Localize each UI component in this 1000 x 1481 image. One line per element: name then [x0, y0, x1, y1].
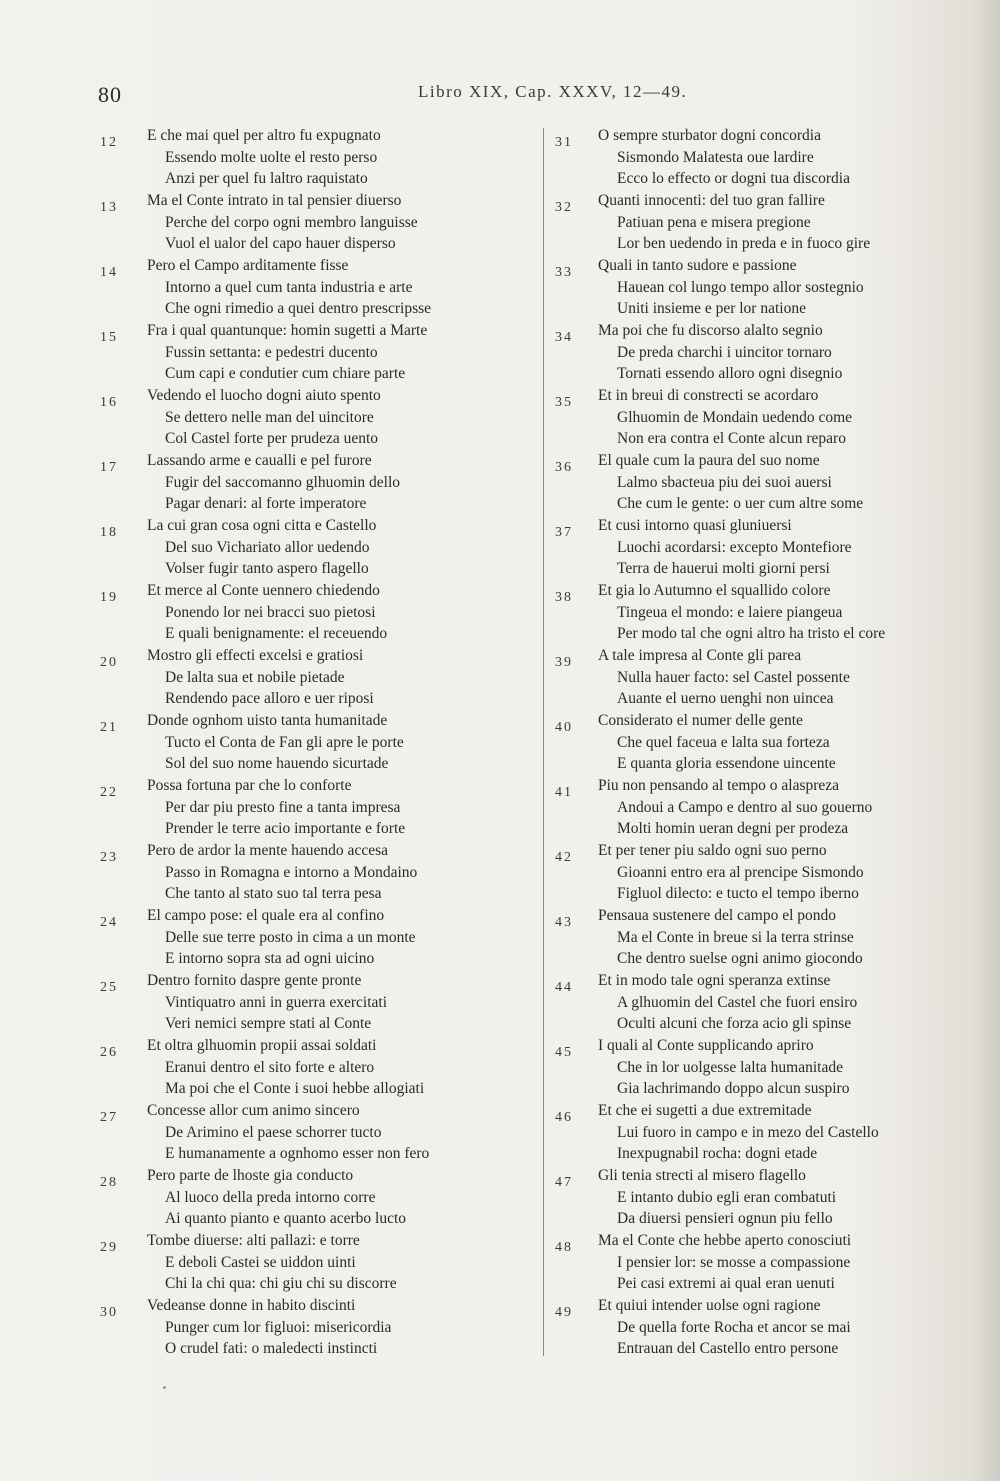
verse-line: Lui fuoro in campo e in mezo del Castello [617, 1123, 879, 1141]
stanza-number: 37 [555, 525, 573, 540]
stanza-number: 45 [555, 1045, 573, 1060]
stanza-number: 29 [100, 1240, 118, 1255]
stanza-number: 14 [100, 265, 118, 280]
verse-line: E intorno sopra sta ad ogni uicino [165, 950, 375, 968]
stanza [555, 320, 975, 385]
verse-line: Concesse allor cum animo sincero [147, 1102, 360, 1119]
verse-line: Fra i qual quantunque: homin sugetti a Marte [147, 322, 428, 339]
verse-line: Delle sue terre posto in cima a un monte [165, 928, 416, 946]
verse-line: Terra de hauerui molti giorni persi [617, 560, 830, 578]
stanza-number: 40 [555, 720, 573, 735]
verse-line: Et oltra glhuomin propii assai soldati [147, 1037, 377, 1054]
stanza-number: 16 [100, 395, 118, 410]
verse-line: De quella forte Rocha et ancor se mai [617, 1318, 851, 1336]
verse-line: Ponendo lor nei bracci suo pietosi [165, 603, 376, 621]
verse-line: Fussin settanta: e pedestri ducento [165, 343, 378, 361]
stanza [555, 775, 975, 840]
stanza-number: 44 [555, 980, 573, 995]
stanza-number: 18 [100, 525, 118, 540]
stanza-number: 19 [100, 590, 118, 605]
stanza-number: 33 [555, 265, 573, 280]
stanza-number: 49 [555, 1305, 573, 1320]
verse-line: Entrauan del Castello entro persone [617, 1340, 839, 1358]
stanza [555, 255, 975, 320]
stanza [100, 905, 540, 970]
verse-line: O sempre sturbator dogni concordia [598, 127, 821, 144]
verse-line: Del suo Vichariato allor uedendo [165, 538, 370, 556]
verse-line: Col Castel forte per prudeza uento [165, 430, 379, 448]
verse-line: Pero de ardor la mente hauendo accesa [147, 842, 388, 859]
verse-line: Sismondo Malatesta oue lardire [617, 148, 814, 166]
verse-line: Che ogni rimedio a quei dentro prescripsse [165, 300, 432, 318]
verse-line: Che quel faceua e lalta sua forteza [617, 733, 830, 751]
verse-line: A glhuomin del Castel che fuori ensiro [617, 993, 858, 1011]
left-column [100, 125, 540, 1360]
stanza [100, 1035, 540, 1100]
verse-line: Quanti innocenti: del tuo gran fallire [598, 192, 825, 209]
verse-line: Intorno a quel cum tanta industria e arte [165, 278, 413, 296]
stanza [555, 840, 975, 905]
stanza [555, 515, 975, 580]
verse-line: Passo in Romagna e intorno a Mondaino [165, 863, 418, 881]
verse-line: Vintiquatro anni in guerra exercitati [165, 993, 388, 1011]
verse-line: Pensaua sustenere del campo el pondo [598, 907, 837, 924]
verse-line: Ecco lo effecto or dogni tua discordia [617, 170, 850, 188]
stanza [100, 645, 540, 710]
stanza [100, 775, 540, 840]
stanza-number: 38 [555, 590, 573, 605]
stanza [555, 580, 975, 645]
verse-line: De Arimino el paese schorrer tucto [165, 1123, 382, 1141]
verse-line: Et che ei sugetti a due extremitade [598, 1102, 812, 1119]
verse-line: Lassando arme e caualli e pel furore [147, 452, 372, 469]
stanza-number: 30 [100, 1305, 118, 1320]
paper-speck [163, 1386, 166, 1389]
stanza [100, 1165, 540, 1230]
stanza [555, 125, 975, 190]
verse-line: La cui gran cosa ogni citta e Castello [147, 517, 377, 534]
stanza-number: 47 [555, 1175, 573, 1190]
verse-line: Gia lachrimando doppo alcun suspiro [617, 1080, 850, 1098]
stanza [100, 1295, 540, 1360]
verse-line: Che in lor uolgesse lalta humanitade [617, 1058, 843, 1076]
stanza [100, 385, 540, 450]
verse-line: Andoui a Campo e dentro al suo gouerno [617, 798, 873, 816]
stanza [555, 645, 975, 710]
verse-line: E humanamente a ognhomo esser non fero [165, 1145, 430, 1163]
verse-line: Per dar piu presto fine a tanta impresa [165, 798, 401, 816]
stanza-number: 12 [100, 135, 118, 150]
stanza [555, 905, 975, 970]
verse-line: Molti homin ueran degni per prodeza [617, 820, 849, 838]
verse-line: Piu non pensando al tempo o alaspreza [598, 777, 840, 794]
stanza-number: 23 [100, 850, 118, 865]
stanza [555, 1295, 975, 1360]
stanza [100, 255, 540, 320]
stanza-number: 25 [100, 980, 118, 995]
stanza-number: 31 [555, 135, 573, 150]
verse-line: Figluol dilecto: e tucto el tempo iberno [617, 885, 859, 903]
verse-line: Auante el uerno uenghi non uincea [617, 690, 834, 708]
stanza-number: 39 [555, 655, 573, 670]
verse-line: Ma el Conte intrato in tal pensier diuerso [147, 192, 402, 209]
verse-line: Da diuersi pensieri ognun piu fello [617, 1210, 833, 1228]
stanza [100, 1230, 540, 1295]
verse-line: Patiuan pena e misera pregione [617, 213, 811, 231]
verse-line: Al luoco della preda intorno corre [165, 1188, 376, 1206]
verse-line: Essendo molte uolte el resto perso [165, 148, 378, 166]
verse-line: Gli tenia strecti al misero flagello [598, 1167, 806, 1184]
verse-line: Pagar denari: al forte imperatore [165, 495, 367, 513]
verse-line: El quale cum la paura del suo nome [598, 452, 820, 469]
verse-line: Pero el Campo arditamente fisse [147, 257, 349, 274]
verse-line: Oculti alcuni che forza acio gli spinse [617, 1015, 852, 1033]
verse-line: Tingeua el mondo: e laiere piangeua [617, 603, 843, 621]
verse-line: Luochi acordarsi: excepto Montefiore [617, 538, 852, 556]
stanza-number: 15 [100, 330, 118, 345]
verse-line: Donde ognhom uisto tanta humanitade [147, 712, 388, 729]
column-divider [543, 128, 544, 1356]
verse-line: Ma poi che fu discorso alalto segnio [598, 322, 823, 339]
verse-line: A tale impresa al Conte gli parea [598, 647, 802, 664]
verse-line: Vedendo el luocho dogni aiuto spento [147, 387, 381, 404]
verse-line: Lor ben uedendo in preda e in fuoco gire [617, 235, 871, 253]
stanza [100, 320, 540, 385]
stanza [555, 1035, 975, 1100]
verse-line: Che cum le gente: o uer cum altre some [617, 495, 864, 513]
verse-line: I quali al Conte supplicando apriro [598, 1037, 814, 1054]
verse-line: Ma el Conte che hebbe aperto conosciuti [598, 1232, 852, 1249]
verse-line: Inexpugnabil rocha: dogni etade [617, 1145, 818, 1163]
stanza-number: 34 [555, 330, 573, 345]
stanza-number: 27 [100, 1110, 118, 1125]
verse-line: Tucto el Conta de Fan gli apre le porte [165, 733, 404, 751]
stanza [555, 385, 975, 450]
verse-line: Gioanni entro era al prencipe Sismondo [617, 863, 864, 881]
stanza-number: 46 [555, 1110, 573, 1125]
stanza-number: 24 [100, 915, 118, 930]
stanza [100, 1100, 540, 1165]
verse-line: Per modo tal che ogni altro ha tristo el core [617, 625, 886, 643]
verse-line: O crudel fati: o maledecti instincti [165, 1340, 378, 1358]
verse-line: I pensier lor: se mosse a compassione [617, 1253, 851, 1271]
verse-line: De lalta sua et nobile pietade [165, 668, 345, 686]
verse-line: Considerato el numer delle gente [598, 712, 803, 729]
stanza-number: 41 [555, 785, 573, 800]
verse-line: Hauean col lungo tempo allor sostegnio [617, 278, 864, 296]
stanza [100, 125, 540, 190]
verse-line: Veri nemici sempre stati al Conte [165, 1015, 372, 1033]
verse-line: De preda charchi i uincitor tornaro [617, 343, 832, 361]
stanza-number: 28 [100, 1175, 118, 1190]
verse-line: El campo pose: el quale era al confino [147, 907, 385, 924]
verse-line: Et in modo tale ogni speranza extinse [598, 972, 831, 989]
stanza [100, 450, 540, 515]
verse-line: Eranui dentro el sito forte e altero [165, 1058, 375, 1076]
verse-line: Perche del corpo ogni membro languisse [165, 213, 418, 231]
verse-line: Dentro fornito daspre gente pronte [147, 972, 362, 989]
stanza [100, 840, 540, 905]
verse-line: Cum capi e condutier cum chiare parte [165, 365, 406, 383]
verse-line: E quanta gloria essendone uincente [617, 755, 836, 773]
verse-line: Tornati essendo alloro ogni disegnio [617, 365, 843, 383]
verse-line: Ai quanto pianto e quanto acerbo lucto [165, 1210, 407, 1228]
verse-line: E intanto dubio egli eran combatuti [617, 1188, 837, 1206]
verse-line: Glhuomin de Mondain uedendo come [617, 408, 853, 426]
verse-line: Lalmo sbacteua piu dei suoi auersi [617, 473, 832, 491]
verse-line: Tombe diuerse: alti pallazi: e torre [147, 1232, 360, 1249]
stanza [100, 970, 540, 1035]
stanza [100, 190, 540, 255]
verse-line: Nulla hauer facto: sel Castel possente [617, 668, 850, 686]
verse-line: Et per tener piu saldo ogni suo perno [598, 842, 827, 859]
verse-line: E deboli Castei se uiddon uinti [165, 1253, 356, 1271]
stanza [100, 515, 540, 580]
verse-line: Sol del suo nome hauendo sicurtade [165, 755, 389, 773]
stanza [555, 190, 975, 255]
stanza-number: 21 [100, 720, 118, 735]
stanza [555, 450, 975, 515]
stanza-number: 36 [555, 460, 573, 475]
verse-line: Vuol el ualor del capo hauer disperso [165, 235, 396, 253]
verse-line: Quali in tanto sudore e passione [598, 257, 797, 274]
stanza-number: 17 [100, 460, 118, 475]
stanza [555, 970, 975, 1035]
stanza-number: 43 [555, 915, 573, 930]
stanza [555, 1230, 975, 1295]
stanza-number: 22 [100, 785, 118, 800]
verse-line: Et in breui di constrecti se acordaro [598, 387, 819, 404]
verse-line: Punger cum lor figluoi: misericordia [165, 1318, 392, 1336]
verse-line: Mostro gli effecti excelsi e gratiosi [147, 647, 364, 664]
verse-line: Che dentro suelse ogni animo giocondo [617, 950, 863, 968]
verse-line: Ma poi che el Conte i suoi hebbe allogiati [165, 1080, 425, 1098]
stanza [555, 1100, 975, 1165]
verse-line: Prender le terre acio importante e forte [165, 820, 406, 838]
verse-line: Pero parte de lhoste gia conducto [147, 1167, 354, 1184]
verse-line: Vedeanse donne in habito discinti [147, 1297, 356, 1314]
stanza [555, 1165, 975, 1230]
stanza [555, 710, 975, 775]
stanza-number: 35 [555, 395, 573, 410]
verse-line: Et cusi intorno quasi gluniuersi [598, 517, 792, 534]
verse-line: Possa fortuna par che lo conforte [147, 777, 352, 794]
verse-line: Et quiui intender uolse ogni ragione [598, 1297, 821, 1314]
running-title: Libro XIX, Cap. XXXV, 12—49. [418, 82, 688, 101]
verse-line: Non era contra el Conte alcun reparo [617, 430, 846, 448]
verse-line: Rendendo pace alloro e uer riposi [165, 690, 374, 708]
right-column [555, 125, 975, 1360]
stanza-number: 26 [100, 1045, 118, 1060]
verse-line: Se dettero nelle man del uincitore [165, 408, 374, 426]
stanza-number: 48 [555, 1240, 573, 1255]
stanza-number: 13 [100, 200, 118, 215]
stanza [100, 580, 540, 645]
verse-line: Anzi per quel fu laltro raquistato [165, 170, 368, 188]
page-header [0, 80, 1000, 110]
verse-line: Et merce al Conte uennero chiedendo [147, 582, 380, 599]
verse-line: Pei casi extremi ai qual eran uenuti [617, 1275, 835, 1293]
stanza-number: 20 [100, 655, 118, 670]
verse-line: Chi la chi qua: chi giu chi su discorre [165, 1275, 397, 1293]
stanza-number: 32 [555, 200, 573, 215]
verse-line: Et gia lo Autumno el squallido colore [598, 582, 831, 599]
verse-line: E che mai quel per altro fu expugnato [147, 127, 381, 144]
verse-line: Uniti insieme e per lor natione [617, 300, 806, 318]
page-number: 80 [98, 82, 122, 107]
verse-line: Fugir del saccomanno glhuomin dello [165, 473, 401, 491]
verse-line: Che tanto al stato suo tal terra pesa [165, 885, 382, 903]
stanza-number: 42 [555, 850, 573, 865]
verse-line: Volser fugir tanto aspero flagello [165, 560, 369, 578]
stanza [100, 710, 540, 775]
verse-line: Ma el Conte in breue si la terra strinse [617, 928, 854, 946]
verse-line: E quali benignamente: el receuendo [165, 625, 388, 643]
